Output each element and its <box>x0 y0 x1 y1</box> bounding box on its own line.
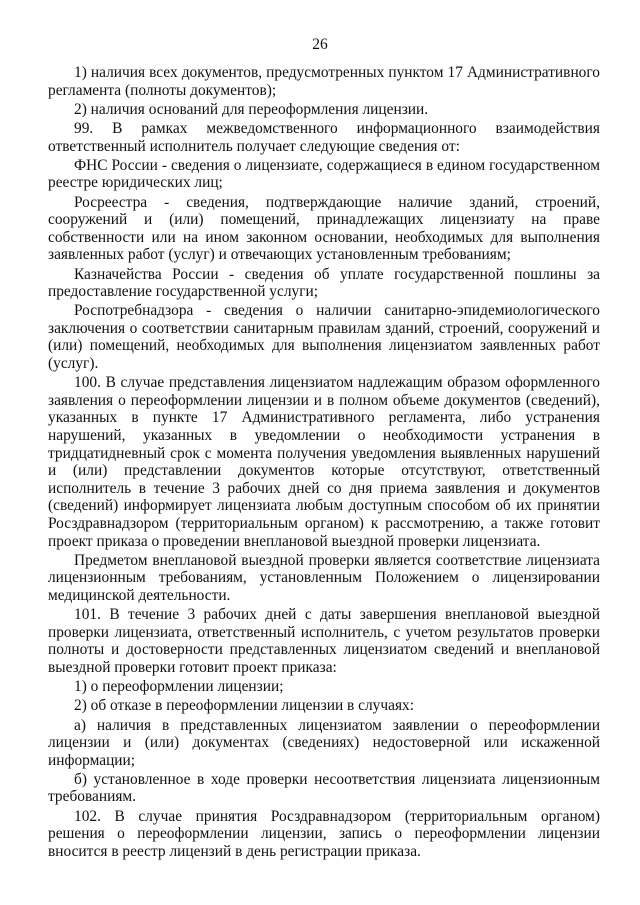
paragraph: Предметом внеплановой выездной проверки является соответствие лицензиата лицензионным требованиям, установленным Положением о лицензировании медицинской деятельности. <box>48 551 600 604</box>
paragraph: ФНС России - сведения о лицензиате, содержащиеся в едином государственном реестре юридических лиц; <box>48 156 600 192</box>
page-number: 26 <box>312 36 328 53</box>
paragraph: 101. В течение 3 рабочих дней с даты завершения внеплановой выездной проверки лицензиата, ответственный исполнитель, с учетом результатов проверки полноты и достоверности представленных лицензиатом сведений и внеплановой выездной проверки готовит проект приказа: <box>48 606 600 676</box>
paragraph: 1) наличия всех документов, предусмотренных пунктом 17 Административного регламента (полноты документов); <box>48 64 600 99</box>
paragraph: а) наличия в представленных лицензиатом заявлении о переоформлении лицензии и (или) документах (сведениях) недостоверной или искаженной информации; <box>48 716 600 769</box>
paragraph: 99. В рамках межведомственного информационного взаимодействия ответственный исполнитель получает следующие сведения от: <box>48 119 600 155</box>
paragraph: Казначейства России - сведения об уплате государственной пошлины за предоставление государственной услуги; <box>48 265 600 301</box>
document-body <box>48 64 600 862</box>
paragraph: б) установленное в ходе проверки несоответствия лицензиата лицензионным требованиям. <box>48 770 600 806</box>
paragraph: 1) о переоформлении лицензии; <box>74 678 284 696</box>
paragraph: 100. В случае представления лицензиатом надлежащим образом оформленного заявления о переоформлении лицензии и в полном объеме документов (сведений), указанных в пункте 17 Административного регламента, либо устранения нарушений, указанных в уведомлении о необходимости устранения в тридцатидневный срок с момента получения уведомления выявленных нарушений и (или) представлении документов которые отсутствуют, ответственный исполнитель в течение 3 рабочих дней со дня приема заявления и документов (сведений) информирует лицензиата любым доступным способом об их принятии Росздравнадзором (территориальным органом) к рассмотрению, а также готовит проект приказа о проведении внеплановой выездной проверки лицензиата. <box>48 374 600 550</box>
paragraph: 2) об отказе в переоформлении лицензии в случаях: <box>74 697 414 715</box>
paragraph: 102. В случае принятия Росздравнадзором (территориальным органом) решения о переоформлении лицензии, запись о переоформлении лицензии вносится в реестр лицензий в день регистрации приказа. <box>48 807 600 860</box>
paragraph: Росреестра - сведения, подтверждающие наличие зданий, строений, сооружений и (или) помещений, принадлежащих лицензиату на праве собственности или на ином законном основании, необходимых для выполнения заявленных работ (услуг) и отвечающих установленным требованиям; <box>48 193 600 264</box>
paragraph: Роспотребнадзора - сведения о наличии санитарно-эпидемиологического заключения о соответствии санитарным правилам зданий, строений, сооружений и (или) помещений, необходимых для выполнения лицензиатом заявленных работ (услуг). <box>48 302 600 373</box>
paragraph: 2) наличия оснований для переоформления лицензии. <box>74 100 429 118</box>
